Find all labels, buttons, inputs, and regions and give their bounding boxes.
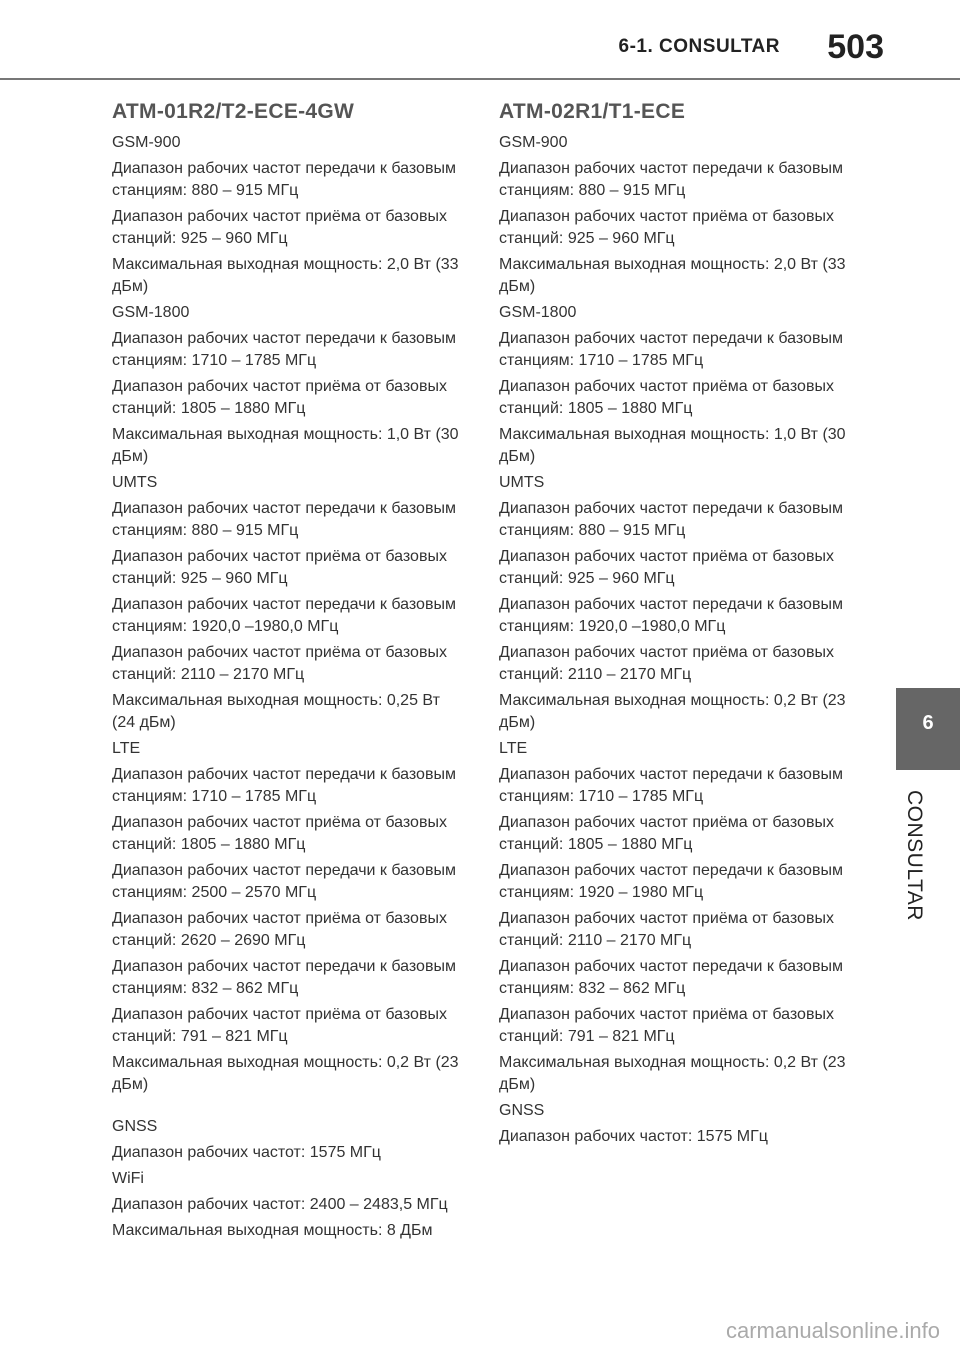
chapter-label (900, 790, 930, 990)
text-line: Диапазон рабочих частот: 1575 МГц (112, 1144, 381, 1161)
text-line: Диапазон рабочих частот передачи к базовым станциям: 880 – 915 МГц (112, 500, 456, 539)
text-line: WiFi (112, 1170, 144, 1187)
chapter-tab (896, 688, 960, 770)
text-line: LTE (112, 740, 141, 757)
text-line: Диапазон рабочих частот приёма от базовых станций: 1805 – 1880 МГц (499, 814, 834, 853)
text-line: Диапазон рабочих частот передачи к базовым станциям: 832 – 862 МГц (112, 958, 456, 997)
text-line: UMTS (499, 474, 545, 491)
left-column-title: ATM-01R2/T2-ECE-4GW (112, 100, 355, 123)
text-line: Максимальная выходная мощность: 0,2 Вт (23 дБм) (499, 692, 846, 731)
text-line: Диапазон рабочих частот приёма от базовых станций: 925 – 960 МГц (499, 548, 834, 587)
text-line: UMTS (112, 474, 158, 491)
text-line: Диапазон рабочих частот приёма от базовых станций: 2110 – 2170 МГц (499, 910, 834, 949)
text-line: Диапазон рабочих частот приёма от базовых станций: 925 – 960 МГц (499, 208, 834, 247)
left-column (112, 100, 467, 1246)
text-line: Диапазон рабочих частот приёма от базовых станций: 1805 – 1880 МГц (112, 378, 447, 417)
page-number: 503 (827, 28, 884, 66)
right-column-title: ATM-02R1/T1-ECE (499, 100, 686, 123)
text-line: Максимальная выходная мощность: 1,0 Вт (30 дБм) (499, 426, 846, 465)
text-line: Максимальная выходная мощность: 0,2 Вт (23 дБм) (499, 1054, 846, 1093)
text-line: Диапазон рабочих частот приёма от базовых станций: 791 – 821 МГц (499, 1006, 834, 1045)
text-line: Максимальная выходная мощность: 8 ДБм (112, 1222, 433, 1239)
text-line: Диапазон рабочих частот: 2400 – 2483,5 МГц (112, 1196, 448, 1213)
chapter-label-text: CONSULTAR (903, 790, 926, 921)
text-line: Диапазон рабочих частот передачи к базовым станциям: 1920,0 –1980,0 МГц (112, 596, 456, 635)
header-divider (0, 78, 960, 80)
text-line: Диапазон рабочих частот приёма от базовых станций: 2620 – 2690 МГц (112, 910, 447, 949)
text-line: Диапазон рабочих частот приёма от базовых станций: 925 – 960 МГц (112, 548, 447, 587)
text-line: Максимальная выходная мощность: 0,2 Вт (23 дБм) (112, 1054, 459, 1093)
text-line: LTE (499, 740, 528, 757)
text-line: Диапазон рабочих частот передачи к базовым станциям: 2500 – 2570 МГц (112, 862, 456, 901)
chapter-number: 6 (922, 712, 934, 734)
page-header (0, 0, 960, 80)
text-line: Максимальная выходная мощность: 0,25 Вт (24 дБм) (112, 692, 440, 731)
right-column (499, 100, 854, 1152)
text-line: GSM-900 (112, 134, 181, 151)
text-line: Максимальная выходная мощность: 2,0 Вт (33 дБм) (112, 256, 459, 295)
text-line: Диапазон рабочих частот приёма от базовых станций: 2110 – 2170 МГц (499, 644, 834, 683)
text-line: Диапазон рабочих частот передачи к базовым станциям: 1710 – 1785 МГц (499, 330, 843, 369)
text-line: Диапазон рабочих частот приёма от базовых станций: 791 – 821 МГц (112, 1006, 447, 1045)
text-line: Диапазон рабочих частот приёма от базовых станций: 2110 – 2170 МГц (112, 644, 447, 683)
text-line: Диапазон рабочих частот передачи к базовым станциям: 1710 – 1785 МГц (112, 766, 456, 805)
text-line: Диапазон рабочих частот приёма от базовых станций: 1805 – 1880 МГц (499, 378, 834, 417)
text-line: Диапазон рабочих частот приёма от базовых станций: 1805 – 1880 МГц (112, 814, 447, 853)
text-line: Диапазон рабочих частот передачи к базовым станциям: 880 – 915 МГц (499, 160, 843, 199)
text-line: Диапазон рабочих частот передачи к базовым станциям: 1710 – 1785 МГц (112, 330, 456, 369)
text-line: Диапазон рабочих частот передачи к базовым станциям: 1710 – 1785 МГц (499, 766, 843, 805)
text-line: Диапазон рабочих частот передачи к базовым станциям: 880 – 915 МГц (499, 500, 843, 539)
section-title: 6-1. CONSULTAR (618, 36, 780, 57)
text-line: Диапазон рабочих частот передачи к базовым станциям: 880 – 915 МГц (112, 160, 456, 199)
text-line: GSM-1800 (499, 304, 577, 321)
text-line: Максимальная выходная мощность: 1,0 Вт (30 дБм) (112, 426, 459, 465)
text-line: Диапазон рабочих частот передачи к базовым станциям: 1920 – 1980 МГц (499, 862, 843, 901)
text-line: Диапазон рабочих частот: 1575 МГц (499, 1128, 768, 1145)
text-line: GSM-1800 (112, 304, 190, 321)
text-line: GNSS (499, 1102, 545, 1119)
text-line: Диапазон рабочих частот приёма от базовых станций: 925 – 960 МГц (112, 208, 447, 247)
text-line: GSM-900 (499, 134, 568, 151)
watermark: carmanualsonline.info (725, 1318, 940, 1343)
text-line: Максимальная выходная мощность: 2,0 Вт (33 дБм) (499, 256, 846, 295)
text-line: GNSS (112, 1118, 158, 1135)
text-line: Диапазон рабочих частот передачи к базовым станциям: 1920,0 –1980,0 МГц (499, 596, 843, 635)
text-line: Диапазон рабочих частот передачи к базовым станциям: 832 – 862 МГц (499, 958, 843, 997)
